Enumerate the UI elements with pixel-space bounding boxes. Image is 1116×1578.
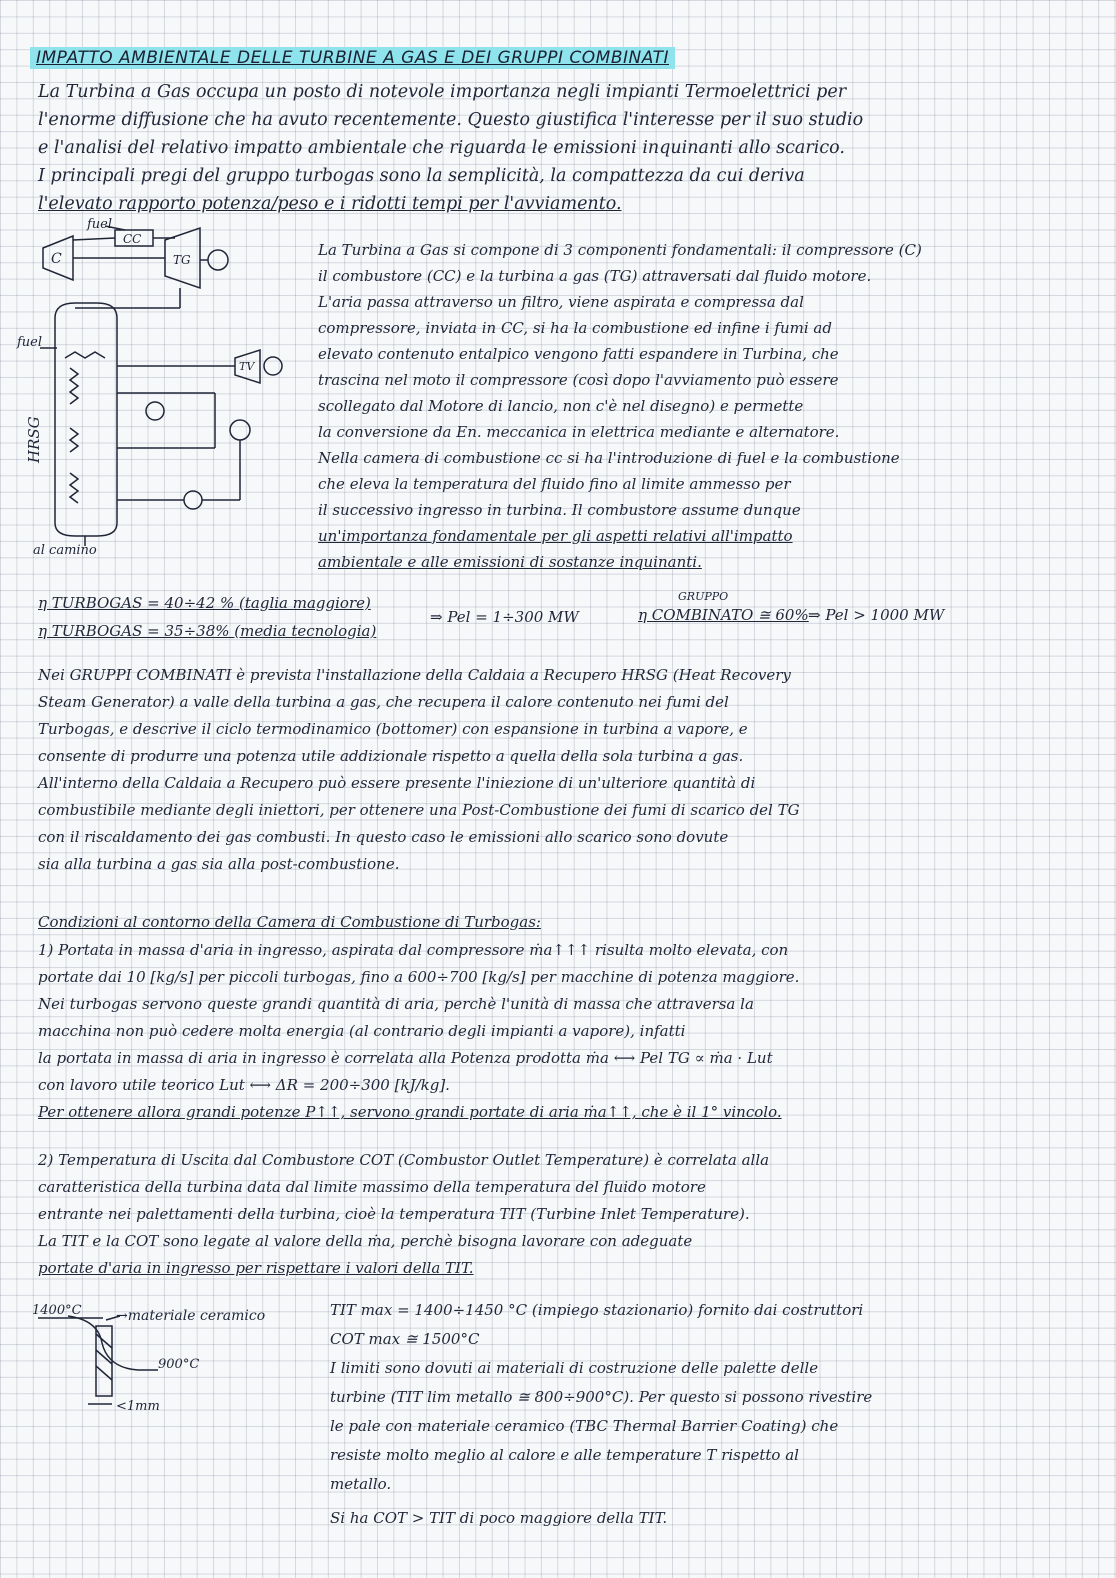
tit-line: I limiti sono dovuti ai materiali di costruzione delle palette delle [330,1359,819,1377]
point2-line: entrante nei palettamenti della turbina, cioè la temperatura TIT (Turbine Inlet Temperature). [38,1205,750,1223]
components-line: scollegato dal Motore di lancio, non c'è nel disegno) e permette [318,397,804,415]
point1-line: con lavoro utile teorico Lut ⟷ ΔR = 200÷300 [kJ/kg]. [38,1076,450,1094]
tit-line: TIT max = 1400÷1450 °C (impiego stazionario) fornito dai costruttori [330,1301,864,1319]
chimney-label: al camino [33,543,97,558]
components-line: compressore, inviata in CC, si ha la combustione ed infine i fumi ad [318,319,832,337]
pel-big: ⇒ Pel > 1000 MW [808,606,945,624]
efficiency-line-1: η TURBOGAS = 40÷42 % (taglia maggiore) [38,594,371,612]
combined-line: Nei GRUPPI COMBINATI è prevista l'installazione della Caldaia a Recupero HRSG (Heat Recovery [38,666,791,684]
ceramic-material-label: →materiale ceramico [116,1308,266,1324]
hrsg-label: HRSG [25,416,43,463]
tit-line: resiste molto meglio al calore e alle temperature T rispetto al [330,1446,799,1464]
fuel-top-label: fuel [87,218,113,232]
intro-line: I principali pregi del gruppo turbogas sono la semplicità, la compattezza da cui deriva [38,166,805,186]
intro-line: l'elevato rapporto potenza/peso e i ridotti tempi per l'avviamento. [38,194,622,214]
combined-line: All'interno della Caldaia a Recupero può essere presente l'iniezione di un'ulteriore quantità di [38,774,756,792]
components-line: elevato contenuto entalpico vengono fatti espandere in Turbina, che [318,345,839,363]
condenser-circle [230,420,250,440]
components-line: L'aria passa attraverso un filtro, viene aspirata e compressa dal [318,293,804,311]
temp-high-label: 1400°C [32,1303,82,1318]
tit-line: Si ha COT > TIT di poco maggiore della TIT. [330,1509,668,1527]
compressor-label: C [51,251,62,267]
intro-line: l'enorme diffusione che ha avuto recentemente. Questo giustifica l'interesse per il suo studio [38,110,864,130]
point1-line: Nei turbogas servono queste grandi quantità di aria, perchè l'unità di massa che attraversa la [38,995,754,1013]
point1-line: 1) Portata in massa d'aria in ingresso, aspirata dal compressore ṁa↑↑↑ risulta molto elevata, con [38,941,789,959]
combustor-label: CC [123,232,142,246]
pel-small: ⇒ Pel = 1÷300 MW [430,608,579,626]
efficiency-block [38,590,1098,653]
point2-line: caratteristica della turbina data dal limite massimo della temperatura del fluido motore [38,1178,706,1196]
blade-temperature-sketch [28,1298,318,1428]
fuel-side-label: fuel [17,335,43,350]
generator-circle [208,250,228,270]
conditions-title: Condizioni al contorno della Camera di Combustione di Turbogas: [38,913,541,931]
gas-turbine-label: TG [173,253,191,267]
tit-line: le pale con materiale ceramico (TBC Thermal Barrier Coating) che [330,1417,839,1435]
point2-line: portate d'aria in ingresso per rispettare i valori della TIT. [38,1259,474,1277]
intro-line: La Turbina a Gas occupa un posto di notevole importanza negli impianti Termoelettrici per [38,82,847,102]
hrsg-vessel [55,303,117,536]
tit-line: COT max ≅ 1500°C [330,1330,480,1348]
plant-diagram [15,218,315,563]
tit-line: turbine (TIT lim metallo ≅ 800÷900°C). Per questo si possono rivestire [330,1388,873,1406]
combined-line: combustibile mediante degli iniettori, per ottenere una Post-Combustione dei fumi di scarico del TG [38,801,800,819]
components-line: La Turbina a Gas si compone di 3 componenti fondamentali: il compressore (C) [318,241,922,259]
steam-turbine-label: TV [239,360,255,373]
pump-circle [184,491,202,509]
thickness-label: <1mm [116,1399,160,1414]
point1-line: la portata in massa di aria in ingresso è correlata alla Potenza prodotta ṁa ⟷ Pel TG ∝ ṁa · Lut [38,1049,773,1067]
gruppo-label: GRUPPO [678,590,729,603]
point2-line: La TIT e la COT sono legate al valore della ṁa, perchè bisogna lavorare con adeguate [38,1232,693,1250]
tit-line: metallo. [330,1475,392,1493]
steam-generator-circle [264,357,282,375]
temp-low-label: 900°C [158,1357,200,1372]
components-line: Nella camera di combustione cc si ha l'introduzione di fuel e la combustione [318,449,900,467]
combined-line: con il riscaldamento dei gas combusti. In questo caso le emissioni allo scarico sono dovute [38,828,729,846]
components-line: trascina nel moto il compressore (così dopo l'avviamento può essere [318,371,839,389]
efficiency-line-2: η TURBOGAS = 35÷38% (media tecnologia) [38,622,377,640]
page-title: IMPATTO AMBIENTALE DELLE TURBINE A GAS E DEI GRUPPI COMBINATI [30,47,675,69]
components-line: il successivo ingresso in turbina. Il combustore assume dunque [318,501,801,519]
components-line: il combustore (CC) e la turbina a gas (TG) attraversati dal fluido motore. [318,267,872,285]
point1-line: macchina non può cedere molta energia (al contrario degli impianti a vapore), infatti [38,1022,686,1040]
point1-line: Per ottenere allora grandi potenze P↑↑, servono grandi portate di aria ṁa↑↑, che è il 1° vincolo. [38,1103,782,1121]
components-line: ambientale e alle emissioni di sostanze inquinanti. [318,553,702,571]
point2-line: 2) Temperatura di Uscita dal Combustore COT (Combustor Outlet Temperature) è correlata alla [38,1151,770,1169]
point1-line: portate dai 10 [kg/s] per piccoli turbogas, fino a 600÷700 [kg/s] per macchine di potenza maggiore. [38,968,800,986]
components-line: che eleva la temperatura del fluido fino al limite ammesso per [318,475,791,493]
combined-line: consente di produrre una potenza utile addizionale rispetto a quella della sola turbina a gas. [38,747,744,765]
components-line: la conversione da En. meccanica in elettrica mediante e alternatore. [318,423,840,441]
components-line: un'importanza fondamentale per gli aspetti relativi all'impatto [318,527,793,545]
intro-line: e l'analisi del relativo impatto ambientale che riguarda le emissioni inquinanti allo scarico. [38,138,845,158]
combined-efficiency: η COMBINATO ≅ 60% [638,606,809,624]
combined-line: sia alla turbina a gas sia alla post-combustione. [38,855,400,873]
combined-line: Turbogas, e descrive il ciclo termodinamico (bottomer) con espansione in turbina a vapore, e [38,720,748,738]
combined-line: Steam Generator) a valle della turbina a gas, che recupera il calore contenuto nei fumi del [38,693,729,711]
